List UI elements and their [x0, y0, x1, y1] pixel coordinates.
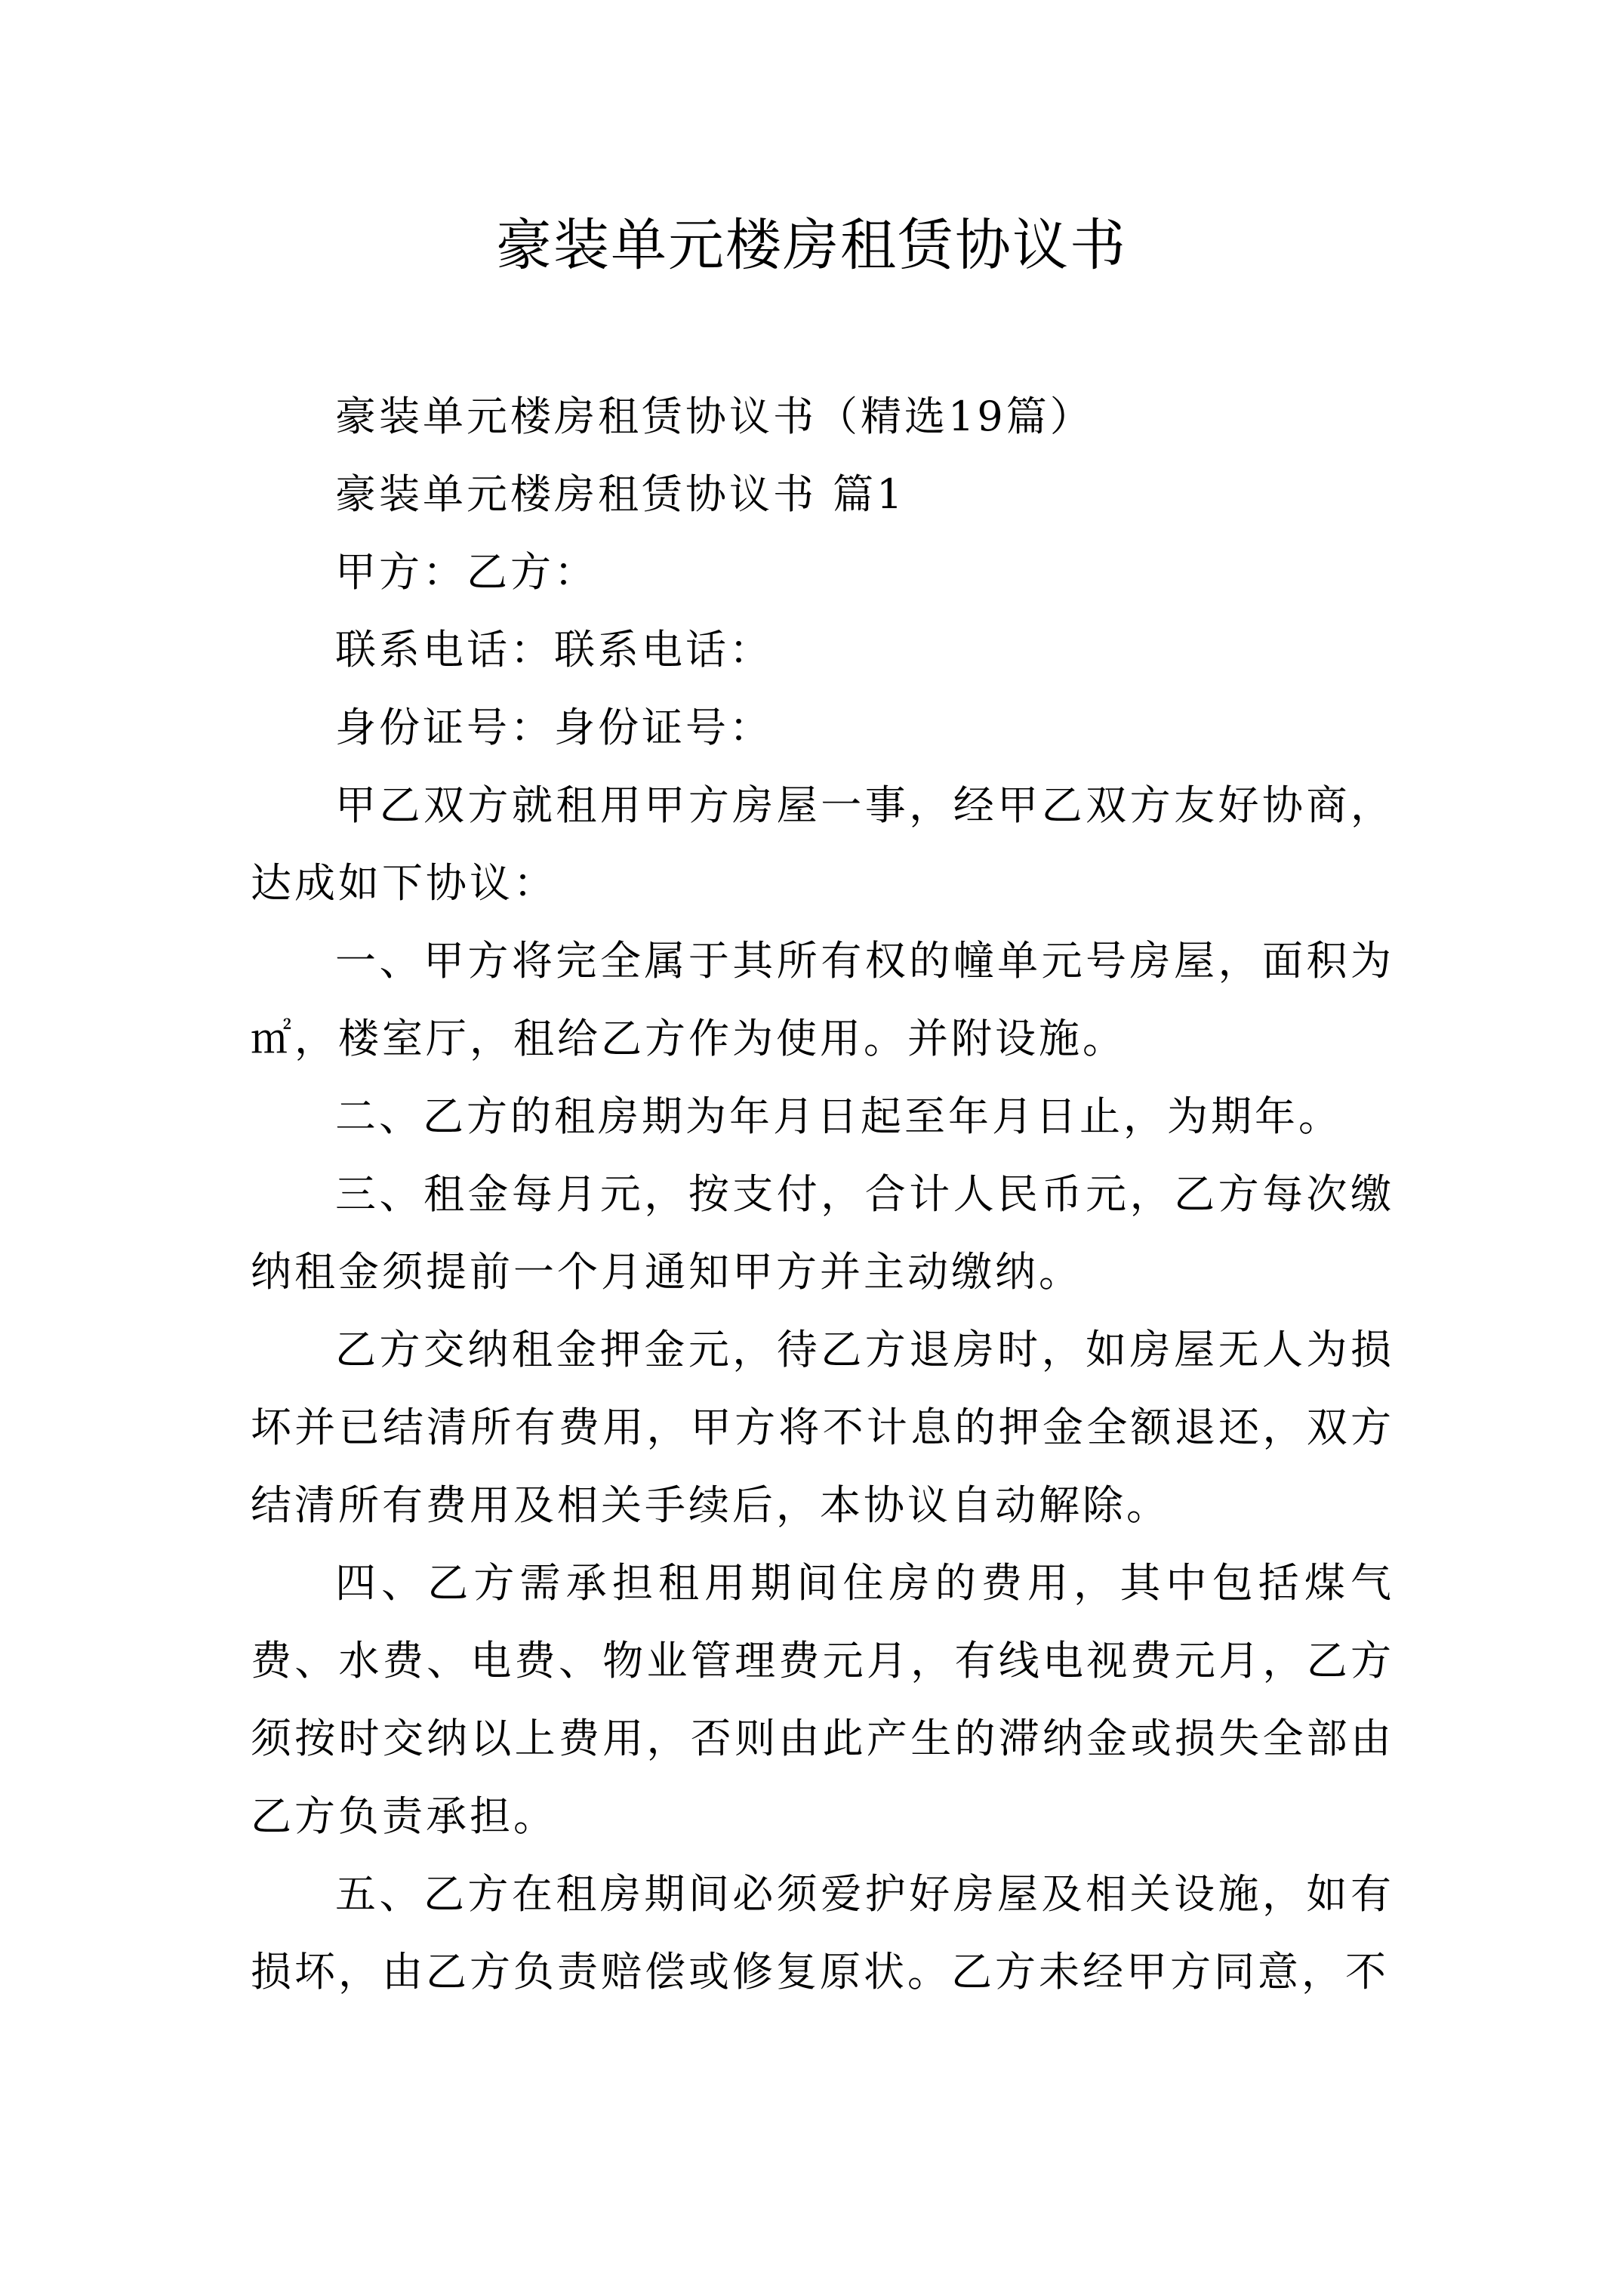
lease-end-month-label: 月: [992, 1093, 1036, 1140]
document-title: 豪装单元楼房租赁协议书: [496, 213, 1127, 278]
subtitle-line: 豪装单元楼房租赁协议书（精选19篇）: [335, 393, 1094, 440]
lease-end-year-label: 年: [948, 1093, 992, 1140]
lease-month-label: 月: [773, 1093, 817, 1140]
clause-3-paragraph: 三、租金每月元，按支付，合计人民币元，乙方每次缴纳租金须提前一个月通知甲方并主动缴纳。: [251, 1170, 1394, 1296]
party-names-line: 甲方：乙方：: [335, 548, 598, 596]
phone-line: 联系电话：联系电话：: [335, 626, 773, 673]
clause-4-paragraph: 四、乙方需承担租用期间住房的费用，其中包括煤气费、水费、电费、物业管理费元月，有线电视费元月，乙方须按时交纳以上费用，否则由此产生的滞纳金或损失全部由乙方负责承担。: [251, 1559, 1394, 1840]
intro-paragraph: 甲乙双方就租用甲方房屋一事，经甲乙双方友好协商，达成如下协议：: [251, 781, 1394, 907]
document-body: [251, 378, 1394, 2011]
lease-prefix: 二、乙方的租房期为: [335, 1093, 729, 1140]
deposit-paragraph: 乙方交纳租金押金元，待乙方退房时，如房屋无人为损坏并已结清所有费用，甲方将不计息的押金全额退还，双方结清所有费用及相关手续后，本协议自动解除。: [251, 1326, 1394, 1529]
clause-1-paragraph: 一、甲方将完全属于其所有权的幢单元号房屋，面积为㎡，楼室厅，租给乙方作为使用。并附设施。: [251, 937, 1394, 1062]
clause-5-paragraph: 五、乙方在租房期间必须爱护好房屋及相关设施，如有损坏，由乙方负责赔偿或修复原状。乙方未经甲方同意，不: [251, 1870, 1394, 1996]
lease-day-label: 日: [817, 1093, 861, 1140]
lease-start-to: 起至: [861, 1093, 948, 1140]
id-number-line: 身份证号：身份证号：: [335, 704, 773, 751]
lease-year-label: 年: [729, 1093, 773, 1140]
lease-end-suffix: 日止，为期年。: [1036, 1093, 1342, 1140]
section-heading: 豪装单元楼房租赁协议书 篇1: [335, 470, 906, 518]
clause-2-paragraph: [251, 1077, 1394, 1155]
